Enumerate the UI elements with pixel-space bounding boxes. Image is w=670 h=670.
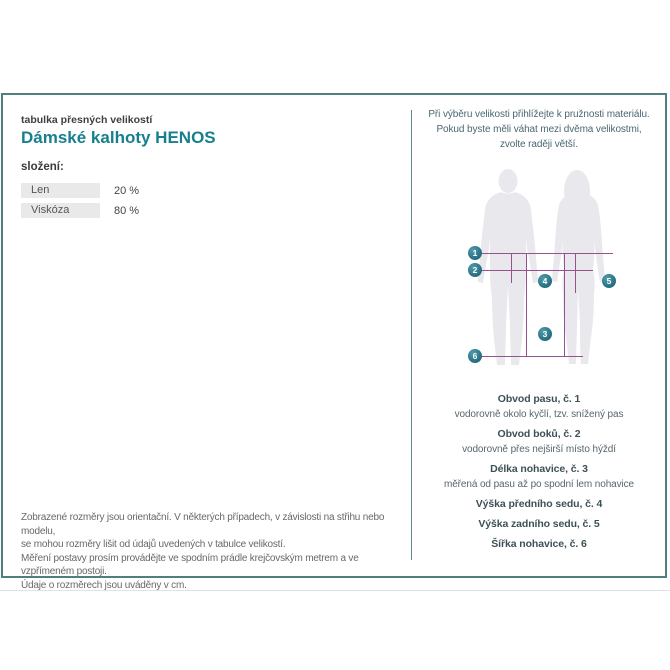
fit-advice — [411, 107, 667, 152]
product-title: Dámské kalhoty HENOS — [21, 128, 216, 147]
measure-line-waist — [475, 253, 613, 254]
silhouette-woman — [552, 170, 605, 364]
silhouette-man — [478, 169, 538, 365]
material-cell: Len — [21, 183, 100, 198]
measurement-desc: vodorovně okolo kyčlí, tzv. snížený pas — [454, 409, 624, 420]
measurement-title: Výška předního sedu, č. 4 — [475, 498, 603, 510]
composition-row — [21, 203, 391, 218]
measurement-group — [411, 517, 667, 532]
size-table-kicker: tabulka přesných velikostí — [21, 114, 153, 126]
fit-advice-line: Pokud byste měli váhat mezi dvěma velikostmi, — [436, 124, 642, 135]
measurement-desc: měřená od pasu až po spodní lem nohavice — [443, 479, 634, 490]
marker-5: 5 — [602, 274, 616, 288]
measurement-group — [411, 462, 667, 492]
marker-6: 6 — [468, 349, 482, 363]
measure-line-hem — [475, 356, 583, 357]
measurement-group — [411, 427, 667, 457]
composition-row — [21, 183, 391, 198]
marker-2: 2 — [468, 263, 482, 277]
composition-table — [21, 183, 391, 223]
marker-3: 3 — [538, 327, 552, 341]
measurement-title: Výška zadního sedu, č. 5 — [478, 518, 600, 530]
measurement-group — [411, 497, 667, 512]
measure-line-leg-length-left — [526, 253, 527, 356]
measurement-desc: vodorovně přes nejširší místo hýždí — [462, 444, 616, 455]
disclaimer — [21, 511, 407, 592]
measurement-title: Šířka nohavice, č. 6 — [491, 538, 587, 550]
body-measurement-diagram — [411, 165, 667, 371]
measurement-title: Obvod pasu, č. 1 — [497, 393, 581, 405]
fit-advice-line: zvolte raději větší. — [499, 139, 579, 150]
disclaimer-line: Zobrazené rozměry jsou orientační. V některých případech, v závislosti na střihu nebo modelu, — [21, 512, 385, 537]
measure-line-front-rise — [511, 253, 512, 283]
composition-heading: složení: — [21, 161, 64, 173]
measure-line-leg-length-right — [564, 253, 565, 356]
percent-value: 80 % — [114, 204, 140, 217]
fit-advice-line: Při výběru velikosti přihlížejte k pružnosti materiálu. — [428, 109, 650, 120]
percent-value: 20 % — [114, 184, 140, 197]
disclaimer-line: se mohou rozměry lišit od údajů uvedených v tabulce velikostí. — [21, 539, 286, 550]
marker-1: 1 — [468, 246, 482, 260]
measure-line-back-rise — [575, 253, 576, 293]
material-cell: Viskóza — [21, 203, 100, 218]
measurement-list — [411, 392, 667, 557]
body-silhouettes — [411, 165, 667, 371]
disclaimer-line: Údaje o rozměrech jsou uváděny v cm. — [21, 579, 187, 591]
disclaimer-line: Měření postavy prosím provádějte ve spodním prádle krejčovským metrem a ve vzpřímeném postoji. — [21, 552, 359, 577]
measurement-title: Obvod boků, č. 2 — [497, 428, 581, 440]
measurement-title: Délka nohavice, č. 3 — [490, 463, 588, 475]
measurement-group — [411, 392, 667, 422]
marker-4: 4 — [538, 274, 552, 288]
measurement-group — [411, 537, 667, 552]
